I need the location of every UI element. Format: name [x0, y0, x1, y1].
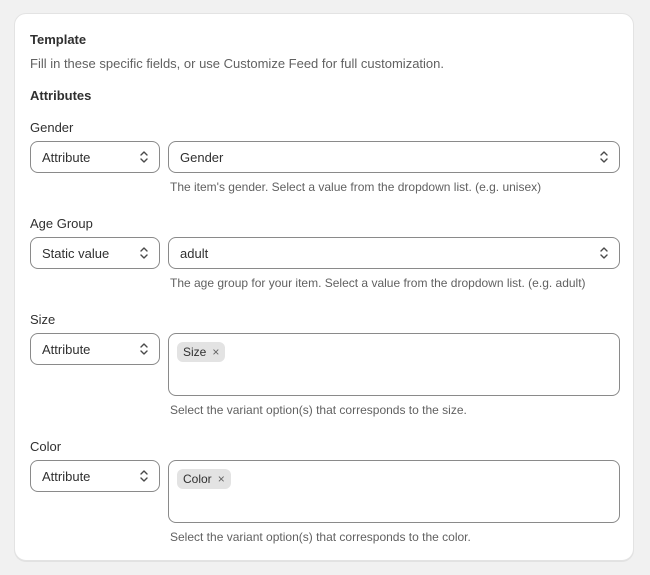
- color-tag: [177, 469, 231, 489]
- gender-label: Gender: [30, 120, 74, 135]
- chevron-up-down-icon: [599, 246, 609, 260]
- gender-value-select[interactable]: [168, 141, 620, 173]
- chevron-up-down-icon: [139, 469, 149, 483]
- size-source-select[interactable]: [30, 333, 160, 365]
- size-variant-multiselect[interactable]: [168, 333, 620, 396]
- color-help-text: Select the variant option(s) that corresponds to the color.: [170, 530, 471, 544]
- color-source-value: Attribute: [42, 468, 91, 484]
- size-help-text: Select the variant option(s) that corresponds to the size.: [170, 403, 467, 417]
- chevron-up-down-icon: [139, 342, 149, 356]
- card-title: Template: [30, 32, 87, 47]
- gender-source-select[interactable]: [30, 141, 160, 173]
- color-source-select[interactable]: [30, 460, 160, 492]
- close-icon[interactable]: ×: [212, 345, 220, 359]
- close-icon[interactable]: ×: [217, 472, 225, 486]
- chevron-up-down-icon: [599, 150, 609, 164]
- card-subtitle: Fill in these specific fields, or use Customize Feed for full customization.: [30, 56, 445, 71]
- gender-value: Gender: [180, 149, 224, 165]
- age-group-value: adult: [180, 245, 209, 261]
- age-group-label: Age Group: [30, 216, 93, 231]
- chevron-up-down-icon: [139, 150, 149, 164]
- size-source-value: Attribute: [42, 341, 91, 357]
- color-label: Color: [30, 439, 62, 454]
- age-group-source-value: Static value: [42, 245, 110, 261]
- attributes-heading: Attributes: [30, 88, 92, 103]
- color-variant-multiselect[interactable]: [168, 460, 620, 523]
- age-group-value-select[interactable]: [168, 237, 620, 269]
- size-tag: [177, 342, 225, 362]
- gender-help-text: The item's gender. Select a value from the dropdown list. (e.g. unisex): [170, 180, 542, 194]
- color-tag-label: Color: [183, 472, 212, 486]
- chevron-up-down-icon: [139, 246, 149, 260]
- gender-source-value: Attribute: [42, 149, 91, 165]
- age-group-source-select[interactable]: [30, 237, 160, 269]
- age-group-help-text: The age group for your item. Select a value from the dropdown list. (e.g. adult): [170, 276, 586, 290]
- size-label: Size: [30, 312, 56, 327]
- size-tag-label: Size: [183, 345, 207, 359]
- template-card: [14, 13, 634, 561]
